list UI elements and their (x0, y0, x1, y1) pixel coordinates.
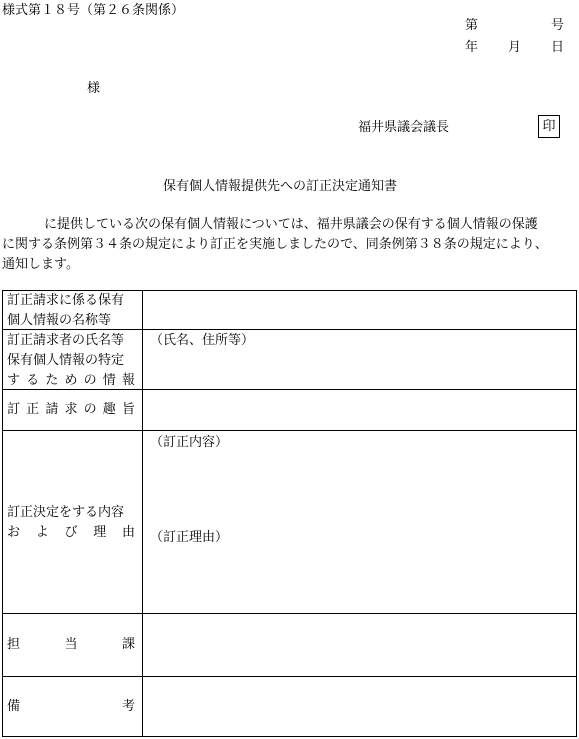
body-line-2: に関する条例第３４条の規定により訂正を実施しましたので、同条例第３８条の規定により、 (2, 237, 548, 252)
body-line-1: に提供している次の保有個人情報については、福井県議会の保有する個人情報の保護 (44, 217, 538, 232)
row-remarks-label: 備 考 (7, 699, 135, 714)
sender-name: 福井県議会議長 (358, 120, 450, 135)
date-month-label: 月 (508, 40, 522, 55)
row-decision-label-line1: 訂正決定をする内容 (7, 505, 125, 520)
row-subject-info-label-line1: 訂正請求に係る保有 (7, 293, 125, 308)
date-year-label: 年 (465, 40, 479, 55)
row-department-label: 担 当 課 (7, 637, 135, 652)
row-decision-label (7, 503, 135, 543)
seal-box: 印 (538, 115, 560, 138)
addressee-suffix: 様 (87, 81, 101, 96)
row-requester-label-line3: す る た め の 情 報 (7, 373, 135, 388)
row-decision-content-value: （訂正内容） (150, 435, 229, 450)
document-title: 保有個人情報提供先への訂正決定通知書 (163, 179, 398, 194)
row-decision-reason-value: （訂正理由） (150, 530, 229, 545)
row-requester-label (7, 331, 135, 391)
row-requester-label-line1: 訂正請求者の氏名等 (7, 333, 125, 348)
form-number: 様式第１８号（第２６条関係） (2, 3, 185, 18)
document-number-suffix: 号 (551, 18, 565, 33)
document-number-prefix: 第 (465, 18, 479, 33)
row-purpose-label: 訂 正 請 求 の 趣 旨 (7, 402, 135, 417)
row-decision-label-line2: お よ び 理 由 (7, 525, 135, 540)
row-subject-info-label (7, 291, 124, 331)
body-line-3: 通知します。 (2, 257, 79, 272)
row-requester-value: （氏名、住所等） (150, 333, 255, 348)
row-requester-label-line2: 保有個人情報の特定 (7, 353, 125, 368)
date-day-label: 日 (551, 40, 565, 55)
row-subject-info-label-line2: 個人情報の名称等 (7, 313, 112, 328)
